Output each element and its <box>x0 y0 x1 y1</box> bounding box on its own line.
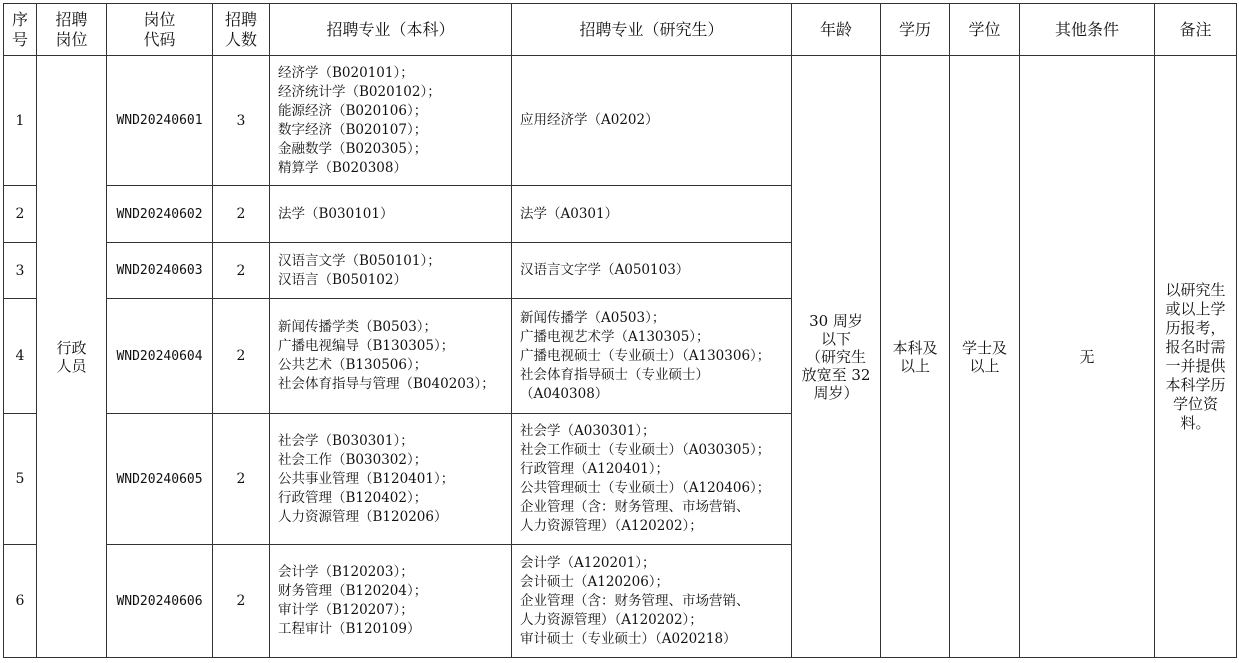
major-entry: 社会体育指导与管理（B040203）； <box>278 376 495 392</box>
major-entry: 经济学（B020101）； <box>278 64 414 81</box>
row-code: WND20240606 <box>107 545 213 658</box>
row-seq: 4 <box>4 299 37 414</box>
row-count: 2 <box>213 545 270 658</box>
row-major-postgrad <box>512 243 792 299</box>
header-code: 岗位 代码 <box>107 4 213 56</box>
major-entry: 数字经济（B020107）； <box>278 121 428 138</box>
row-code: WND20240605 <box>107 414 213 545</box>
major-entry: 应用经济学（A0202） <box>520 112 659 128</box>
major-entry: 汉语言文字学（A050103） <box>520 262 690 278</box>
header-major-undergrad: 招聘专业（本科） <box>270 4 512 56</box>
major-entry: 金融数学（B020305）； <box>278 140 428 157</box>
major-entry: 广播电视硕士（专业硕士）（A130306）； <box>520 347 771 364</box>
major-entry: 审计硕士（专业硕士）（A020218） <box>520 630 737 647</box>
row-major-undergrad <box>270 299 512 414</box>
table-row <box>4 56 1237 186</box>
education-cell: 本科及 以上 <box>881 56 950 658</box>
recruitment-table <box>3 3 1237 658</box>
major-entry: 经济统计学（B020102）； <box>278 83 441 100</box>
major-entry: 人力资源管理）（A120202）； <box>520 611 703 628</box>
header-seq: 序 号 <box>4 4 37 56</box>
major-entry: 汉语言（B050102） <box>278 271 407 288</box>
row-seq: 5 <box>4 414 37 545</box>
row-seq: 6 <box>4 545 37 658</box>
row-major-undergrad <box>270 56 512 186</box>
row-major-postgrad <box>512 186 792 243</box>
row-count: 2 <box>213 299 270 414</box>
major-entry: 企业管理（含：财务管理、市场营销、 <box>520 499 750 515</box>
row-count: 2 <box>213 186 270 243</box>
major-entry: 社会学（B030301）； <box>278 432 414 449</box>
major-entry: 公共艺术（B130506）； <box>278 357 428 373</box>
major-entry: （A040308） <box>520 385 609 402</box>
row-seq: 1 <box>4 56 37 186</box>
major-entry: 新闻传播学（A0503）； <box>520 309 666 326</box>
major-entry: 审计学（B120207）； <box>278 602 414 618</box>
major-entry: 广播电视艺术学（A130305）； <box>520 328 710 345</box>
row-major-undergrad <box>270 545 512 658</box>
major-entry: 公共管理硕士（专业硕士）（A120406）； <box>520 480 771 496</box>
major-entry: 汉语言文学（B050101）； <box>278 252 441 269</box>
header-major-postgrad: 招聘专业（研究生） <box>512 4 792 56</box>
header-row <box>4 4 1237 56</box>
major-entry: 会计学（B120203）； <box>278 564 414 580</box>
header-count: 招聘 人数 <box>213 4 270 56</box>
row-count: 2 <box>213 414 270 545</box>
major-entry: 企业管理（含：财务管理、市场营销、 <box>520 592 750 609</box>
major-entry: 财务管理（B120204）； <box>278 583 428 599</box>
major-entry: 行政管理（A120401）； <box>520 461 670 477</box>
major-entry: 法学（A0301） <box>520 205 619 222</box>
header-position: 招聘 岗位 <box>37 4 107 56</box>
row-count: 2 <box>213 243 270 299</box>
row-major-undergrad <box>270 243 512 299</box>
major-entry: 公共事业管理（B120401）； <box>278 470 455 487</box>
major-entry: 人力资源管理）（A120202）； <box>520 518 703 534</box>
major-entry: 工程审计（B120109） <box>278 621 421 637</box>
header-degree: 学位 <box>950 4 1020 56</box>
major-entry: 精算学（B020308） <box>278 159 407 176</box>
row-code: WND20240603 <box>107 243 213 299</box>
row-major-postgrad <box>512 299 792 414</box>
age-cell: 30 周岁 以下 （研究生 放宽至 32 周岁） <box>792 56 881 658</box>
remarks-cell: 以研究生 或以上学 历报考， 报名时需 一并提供 本科学历 学位资 料。 <box>1155 56 1237 658</box>
row-code: WND20240604 <box>107 299 213 414</box>
row-code: WND20240602 <box>107 186 213 243</box>
major-entry: 人力资源管理（B120206） <box>278 508 448 525</box>
major-entry: 法学（B030101） <box>278 205 394 222</box>
row-seq: 2 <box>4 186 37 243</box>
major-entry: 能源经济（B020106）； <box>278 102 428 119</box>
row-code: WND20240601 <box>107 56 213 186</box>
other-conditions-cell: 无 <box>1020 56 1155 658</box>
row-major-postgrad <box>512 545 792 658</box>
header-age: 年龄 <box>792 4 881 56</box>
major-entry: 广播电视编导（B130305）； <box>278 338 455 354</box>
row-count: 3 <box>213 56 270 186</box>
row-major-postgrad <box>512 414 792 545</box>
row-major-undergrad <box>270 414 512 545</box>
degree-cell: 学士及 以上 <box>950 56 1020 658</box>
major-entry: 行政管理（B120402）； <box>278 489 428 506</box>
major-entry: 社会体育指导硕士（专业硕士） <box>520 366 709 383</box>
row-seq: 3 <box>4 243 37 299</box>
header-education: 学历 <box>881 4 950 56</box>
position-cell: 行政 人员 <box>37 56 107 658</box>
row-major-undergrad <box>270 186 512 243</box>
major-entry: 会计学（A120201）； <box>520 554 656 571</box>
major-entry: 社会学（A030301）； <box>520 423 656 439</box>
major-entry: 社会工作硕士（专业硕士）（A030305）； <box>520 442 771 458</box>
header-remarks: 备注 <box>1155 4 1237 56</box>
major-entry: 社会工作（B030302）； <box>278 451 428 468</box>
row-major-postgrad <box>512 56 792 186</box>
header-other: 其他条件 <box>1020 4 1155 56</box>
major-entry: 新闻传播学类（B0503）； <box>278 319 438 335</box>
major-entry: 会计硕士（A120206）； <box>520 573 670 590</box>
